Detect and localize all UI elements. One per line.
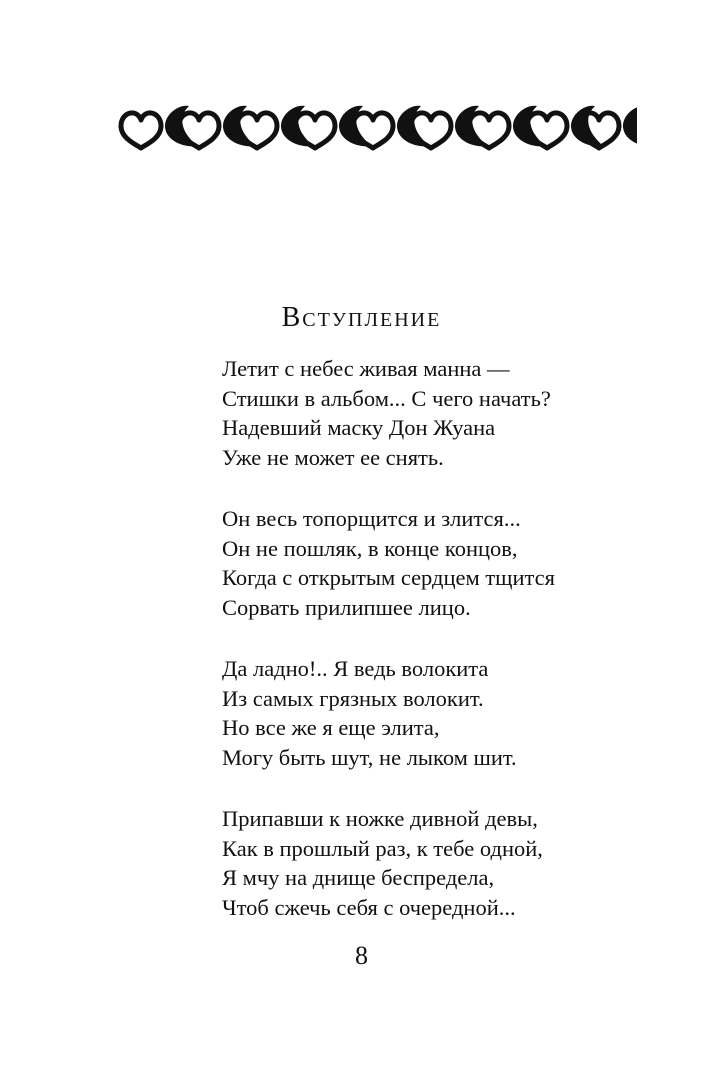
poem-line: Могу быть шут, не лыком шит. [222, 744, 517, 770]
poem-line: Чтоб сжечь себя с очередной... [222, 894, 516, 920]
poem-line: Летит с небес живая манна — [222, 356, 510, 381]
stanza-2 [222, 504, 682, 622]
stanza-1 [222, 354, 682, 472]
poem-line: Как в прошлый раз, к тебе одной, [222, 835, 543, 861]
poem-line: Да ладно!.. Я ведь волокита [222, 656, 489, 681]
poem-line: Он не пошляк, в конце концов, [222, 535, 518, 561]
poem-line: Когда с открытым сердцем тщится [222, 565, 555, 590]
poem-line: Уже не может ее снять. [222, 444, 444, 470]
poem-line: Надевший маску Дон Жуана [222, 415, 496, 440]
page-number: 8 [355, 941, 368, 970]
stanza-3 [222, 654, 682, 772]
poem-line: Из самых грязных волокит. [222, 685, 484, 711]
poem-body [222, 354, 682, 954]
poem-line: Припавши к ножке дивной девы, [222, 806, 538, 831]
poem-line: Он весь топорщится и злится... [222, 506, 521, 531]
poem-line: Но все же я еще элита, [222, 715, 440, 740]
heart-scroll-border-icon [117, 98, 637, 154]
stanza-4 [222, 804, 682, 922]
poem-title: Вступление [281, 302, 442, 333]
poem-line: Я мчу на днище беспредела, [222, 865, 495, 890]
poem-line: Сорвать прилипшее лицо. [222, 594, 471, 620]
poem-line: Стишки в альбом... С чего начать? [222, 385, 551, 411]
